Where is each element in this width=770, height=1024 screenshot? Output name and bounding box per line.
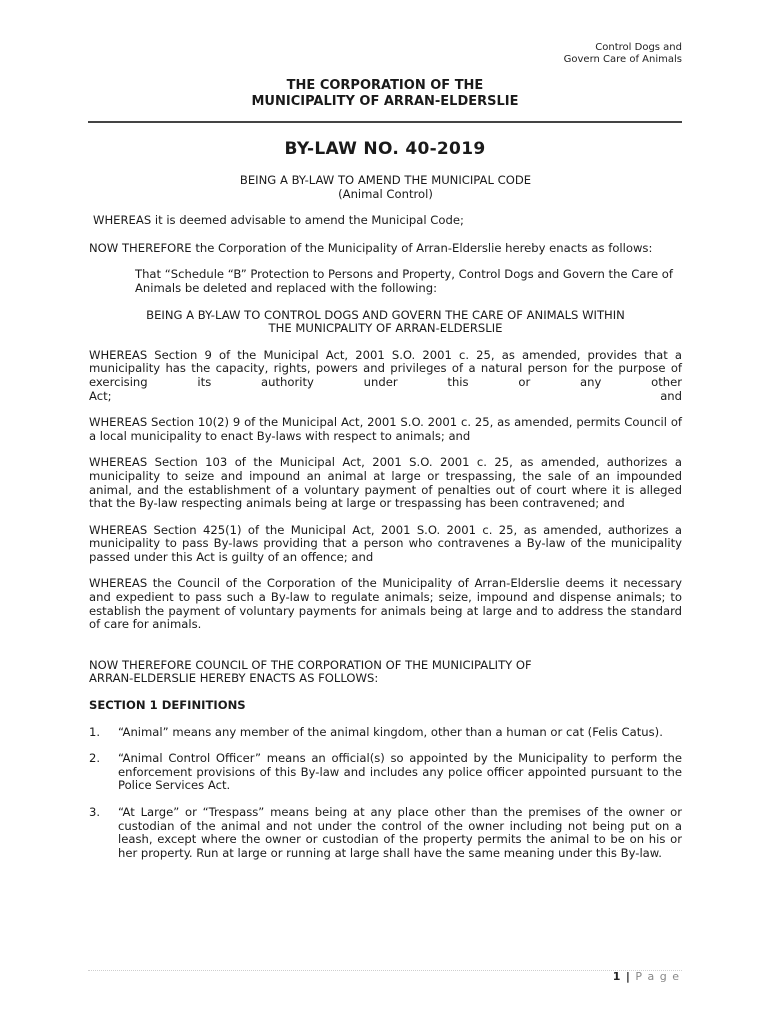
council-enacts-line2: ARRAN-ELDERSLIE HEREBY ENACTS AS FOLLOWS:: [89, 671, 379, 686]
running-header: [564, 42, 682, 66]
control-bylaw-title: [89, 309, 682, 336]
definition-text: “Animal Control Officer” means an official(s) so appointed by the Municipality to perform the enforcement provisions of this By-law and includes any police officer appointed pursuant to the Police Services Act.: [118, 751, 682, 793]
subtitle-line2: (Animal Control): [338, 186, 433, 201]
whereas-section-10: WHEREAS Section 10(2) 9 of the Municipal Act, 2001 S.O. 2001 c. 25, as amended, permits Council of a local municipality to enact By-laws with respect to animals; and: [89, 415, 682, 443]
footer-divider: [88, 970, 682, 971]
definition-item: [89, 726, 682, 740]
council-enacts: [89, 659, 682, 686]
bylaw-subtitle: [89, 174, 682, 201]
corporation-title-line1: THE CORPORATION OF THE: [286, 78, 484, 93]
page-label: P a g e: [635, 970, 680, 983]
page-footer: [613, 970, 680, 983]
page-number: 1: [612, 970, 622, 983]
control-title-line1: BEING A BY-LAW TO CONTROL DOGS AND GOVERN THE CARE OF ANIMALS WITHIN: [146, 307, 625, 322]
whereas-section-9-act: Act;: [89, 388, 112, 403]
whereas-section-103: WHEREAS Section 103 of the Municipal Act, 2001 S.O. 2001 c. 25, as amended, authorizes a municipality to seize and impound an animal at large or trespassing, the sale of an impounded animal, and the establishment of a voluntary payment of penalties out of court where it is alleged that the By-law respecting animals being at large or trespassing has been contravened; and: [89, 455, 682, 511]
whereas-council: WHEREAS the Council of the Corporation of the Municipality of Arran-Elderslie deems it necessary and expedient to pass such a By-law to regulate animals; seize, impound and dispense animals; to establish the payment of voluntary payments for animals being at large and to address the standard of care for animals.: [89, 576, 682, 632]
control-title-line2: THE MUNICPALITY OF ARRAN-ELDERSLIE: [268, 321, 503, 336]
whereas-section-9-text: WHEREAS Section 9 of the Municipal Act, 2001 S.O. 2001 c. 25, as amended, provides that a municipality has the capacity, rights, powers and privileges of a natural person for the purpose of exercising its authority under this or any other: [89, 347, 682, 389]
definition-number: 3.: [89, 805, 101, 819]
council-enacts-line1: NOW THEREFORE COUNCIL OF THE CORPORATION OF THE MUNICIPALITY OF: [89, 657, 532, 672]
bylaw-number: BY-LAW NO. 40-2019: [284, 139, 486, 159]
corporation-title: [0, 78, 770, 110]
definition-item: [89, 806, 682, 860]
definition-item: [89, 752, 682, 793]
running-header-line2: Govern Care of Animals: [563, 54, 682, 65]
running-header-line1: Control Dogs and: [595, 42, 682, 53]
whereas-advisable: WHEREAS it is deemed advisable to amend the Municipal Code;: [93, 213, 464, 228]
section-1-heading: SECTION 1 DEFINITIONS: [89, 698, 246, 713]
schedule-replacement-clause: That “Schedule “B” Protection to Persons and Property, Control Dogs and Govern the Care of Animals be deleted and replaced with the following:: [135, 267, 673, 295]
now-therefore-enacts: NOW THEREFORE the Corporation of the Municipality of Arran-Elderslie hereby enacts as follows:: [89, 240, 653, 255]
title-divider: [88, 121, 682, 123]
definition-text: “At Large” or “Trespass” means being at any place other than the premises of the owner or custodian of the animal and not under the control of the owner including not being put on a leash, except where the owner or custodian of the property permits the animal to be on his or her property. Run at large or running at large shall have the same meaning under this By-law.: [118, 805, 682, 860]
subtitle-line1: BEING A BY-LAW TO AMEND THE MUNICIPAL CODE: [239, 173, 532, 187]
definition-number: 2.: [89, 751, 101, 766]
corporation-title-line2: MUNICIPALITY OF ARRAN-ELDERSLIE: [251, 94, 519, 109]
document-body: [89, 174, 682, 873]
page-separator: |: [625, 970, 631, 983]
whereas-section-9: [89, 349, 682, 403]
whereas-section-9-and: and: [660, 388, 682, 403]
definition-number: 1.: [89, 724, 101, 739]
whereas-section-425: WHEREAS Section 425(1) of the Municipal Act, 2001 S.O. 2001 c. 25, as amended, authorizes a municipality to pass By-laws providing that a person who contravenes a By-law of the municipality passed under this Act is guilty of an offence; and: [89, 522, 682, 564]
definition-text: “Animal” means any member of the animal kingdom, other than a human or cat (Felis Catus).: [118, 724, 663, 739]
